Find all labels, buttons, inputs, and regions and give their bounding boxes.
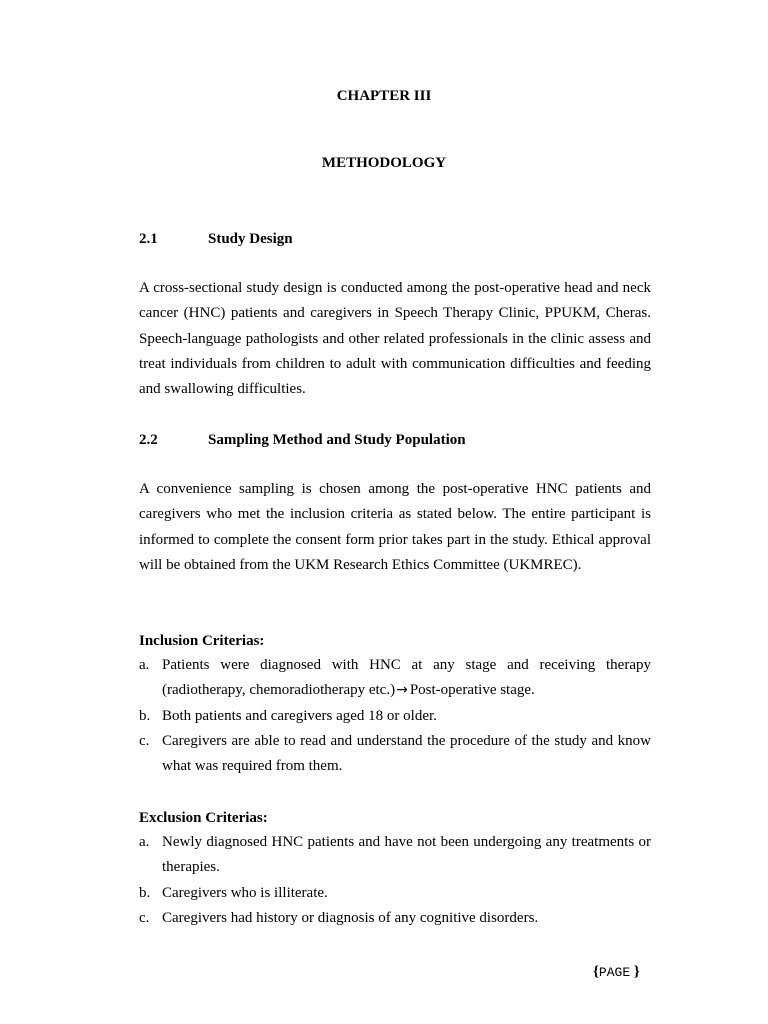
- section-title: Sampling Method and Study Population: [208, 432, 466, 448]
- study-design-paragraph: A cross-sectional study design is conducted among the post-operative head and neck cancer (HNC) patients and caregivers in Speech Therapy Clinic, PPUKM, Cheras. Speech-language pathologists and other related professionals in the clinic assess and treat individuals from children to adult with communication difficulties and feeding and swallowing difficulties.: [139, 280, 651, 398]
- list-item-text: Caregivers are able to read and understand the procedure of the study and know what was required from them.: [162, 732, 651, 775]
- list-item: [139, 653, 651, 704]
- section-number: 2.2: [139, 432, 158, 448]
- list-item: [139, 729, 651, 780]
- list-item: [139, 704, 651, 729]
- inclusion-criteria-heading: Inclusion Criterias:: [139, 633, 265, 649]
- list-item-text: Caregivers had history or diagnosis of any cognitive disorders.: [162, 909, 539, 926]
- list-marker: c.: [139, 909, 150, 926]
- section-title: Study Design: [208, 231, 293, 247]
- section-heading-sampling-method: [139, 430, 466, 450]
- section-heading-study-design: [139, 229, 293, 249]
- list-item-text: Both patients and caregivers aged 18 or older.: [162, 707, 437, 724]
- inclusion-criteria-list: [139, 653, 651, 779]
- list-item-text: Newly diagnosed HNC patients and have not been undergoing any treatments or therapies.: [162, 834, 651, 876]
- section-number: 2.1: [139, 231, 158, 247]
- field-code: PAGE: [598, 965, 631, 980]
- list-marker: a.: [139, 834, 150, 850]
- list-item-text: Caregivers who is illiterate.: [162, 884, 328, 901]
- exclusion-criteria-heading: Exclusion Criterias:: [139, 810, 268, 826]
- list-marker: c.: [139, 732, 150, 749]
- list-marker: a.: [139, 657, 150, 673]
- sampling-method-paragraph: A convenience sampling is chosen among the post-operative HNC patients and caregivers who met the inclusion criteria as stated below. The entire participant is informed to complete the consent form prior takes part in the study. Ethical approval will be obtained from the UKM Research Ethics Committee (UKMREC).: [139, 481, 651, 573]
- list-marker: b.: [139, 707, 151, 724]
- list-item: [139, 830, 651, 881]
- list-item-text: Post-operative stage.: [409, 682, 535, 699]
- field-brace-open: {: [593, 964, 599, 980]
- field-brace-close: }: [633, 964, 640, 980]
- list-item: [139, 906, 651, 931]
- chapter-title: CHAPTER III: [336, 88, 432, 104]
- page-number-field: [593, 962, 640, 983]
- list-item-text: Patients were diagnosed with HNC at any stage and receiving therapy (radiotherapy, chemoradiotherapy etc.): [162, 657, 651, 699]
- arrow-right-icon: →: [396, 682, 408, 699]
- list-marker: b.: [139, 884, 151, 901]
- list-item: [139, 881, 651, 906]
- chapter-subtitle: METHODOLOGY: [321, 155, 447, 171]
- exclusion-criteria-list: [139, 830, 651, 931]
